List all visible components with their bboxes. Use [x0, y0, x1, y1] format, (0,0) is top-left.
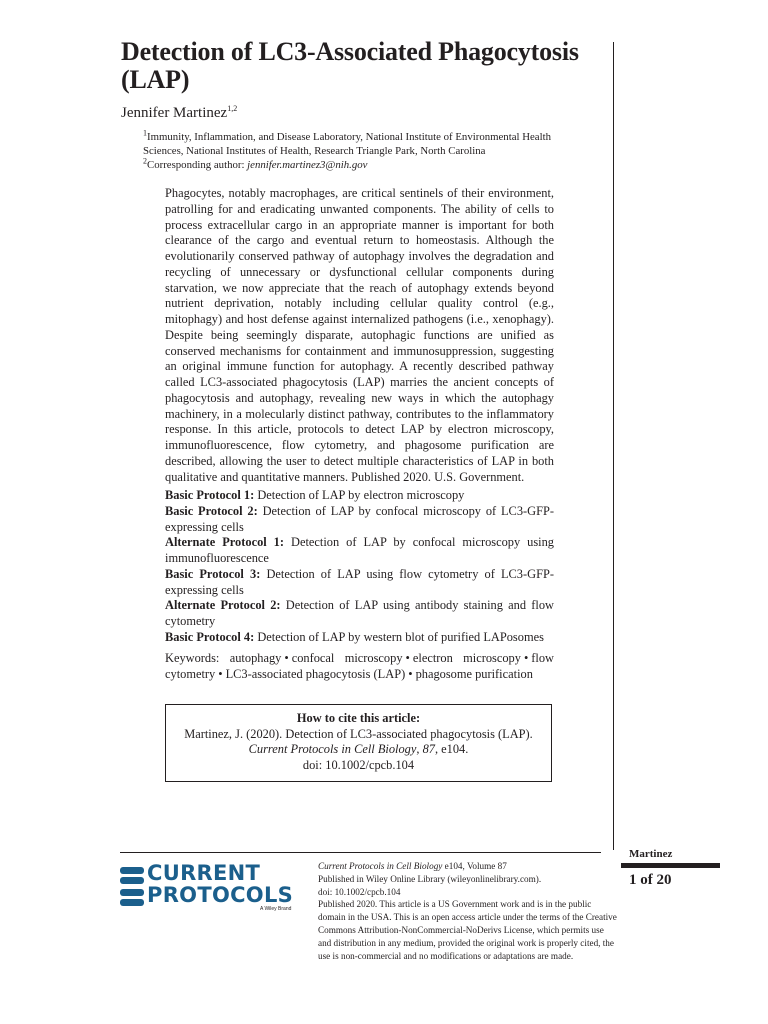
- protocol-label: Basic Protocol 1:: [165, 488, 255, 502]
- footer-published-in: Published in Wiley Online Library (wileyonlinelibrary.com).: [318, 873, 542, 884]
- citation-box: [165, 704, 552, 782]
- protocol-item: [165, 630, 554, 646]
- logo-line-1: CURRENT: [147, 861, 261, 885]
- keyword-separator: •: [523, 651, 529, 665]
- protocol-list: [165, 488, 554, 646]
- column-divider: [613, 42, 614, 850]
- affiliation-1-mark: 1: [143, 128, 147, 138]
- protocol-label: Basic Protocol 3:: [165, 566, 261, 581]
- protocol-text: Detection of LAP using antibody staining and flow cytometry: [165, 598, 554, 628]
- sidebar-rule: [621, 863, 720, 868]
- footer-journal: Current Protocols in Cell Biology: [318, 861, 443, 871]
- keyword: LC3-associated phagocytosis (LAP): [225, 666, 406, 681]
- publication-info: [318, 860, 618, 962]
- keyword: autophagy: [229, 651, 282, 665]
- citation-article-number: , e104.: [434, 742, 469, 756]
- affiliations: [143, 130, 563, 172]
- protocol-item: [165, 567, 554, 599]
- logo-subtitle: A Wiley Brand: [260, 906, 292, 912]
- keyword-separator: •: [218, 666, 223, 681]
- keywords-label: Keywords:: [165, 651, 230, 665]
- protocol-text: Detection of LAP using flow cytometry of LC3-GFP-expressing cells: [165, 566, 554, 597]
- author-affiliation-marks: 1,2: [227, 104, 238, 113]
- protocol-item: [165, 535, 554, 567]
- protocol-text: Detection of LAP by confocal microscopy using immunofluorescence: [165, 535, 554, 565]
- affiliation-1: [143, 130, 563, 158]
- citation-authors: Martinez, J. (2020). Detection of LC3-associated phagocytosis (LAP).: [184, 726, 533, 741]
- affiliation-2-mark: 2: [143, 156, 147, 166]
- corresponding-email-link[interactable]: jennifer.martinez3@nih.gov: [247, 159, 368, 171]
- current-protocols-logo[interactable]: [120, 862, 300, 914]
- protocol-label: Basic Protocol 2:: [165, 503, 258, 518]
- keyword: electron microscopy: [412, 651, 521, 665]
- footer-volume: e104, Volume 87: [442, 861, 507, 871]
- footer-license: Published 2020. This article is a US Government work and is in the public domain in the USA. This is an open access article under the terms of the Creative Commons Attribution-NonCommercial-NoDerivs License, which permits use and distribution in any medium, provided the original work is properly cited, the use is non-commercial and no modifications or adaptations are made.: [318, 899, 617, 961]
- logo-bar-icon: [120, 867, 144, 874]
- author-line: [121, 104, 237, 122]
- keyword: flow cytometry: [165, 651, 554, 681]
- corresponding-author: [143, 158, 563, 172]
- protocol-text: Detection of LAP by western blot of purified LAPosomes: [257, 629, 544, 644]
- footer-doi: doi: 10.1002/cpcb.104: [318, 886, 401, 897]
- citation-text: [166, 727, 551, 758]
- logo-line-2: PROTOCOLS: [147, 883, 294, 907]
- keyword: confocal microscopy: [291, 651, 403, 665]
- protocol-item: [165, 488, 554, 504]
- logo-bar-icon: [120, 889, 144, 896]
- keywords: [165, 651, 554, 683]
- author-name: Jennifer Martinez: [121, 105, 228, 121]
- abstract: Phagocytes, notably macrophages, are critical sentinels of their environment, patrolling for and eradicating unwanted components. The ability of cells to process extracellular cargo in an appropriate manner is important for both clearance of the cargo and eventual return to homeostasis. Although the evolutionarily conserved pathway of autophagy involves the degradation and recycling of unnecessary or dysfunctional cellular components during starvation, we now appreciate that the reach of autophagy extends beyond nutrient deprivation, notably including cellular quality control (e.g., mitophagy) and host defense against internalized pathogens (i.e., xenophagy). Despite being seemingly disparate, autophagic functions are unified as conserved mechanisms for containment and immunosuppression, suggesting an original immune function for autophagy. A recently described pathway called LC3-associated phagocytosis (LAP) marries the ancient concepts of phagocytosis and autophagy, revealing new ways in which the autophagy machinery, in a molecularly distinct pathway, contributes to the inflammatory response. In this article, protocols to detect LAP by electron microscopy, immunofluorescence, flow cytometry, and phagosome purification are described, allowing the user to detect multiple characteristics of LAP in both qualitative and quantitative manners. Published 2020. U.S. Government.: [165, 186, 554, 484]
- citation-sep: ,: [416, 742, 423, 756]
- keyword-separator: •: [408, 666, 413, 681]
- logo-bar-icon: [120, 877, 144, 884]
- protocol-item: [165, 598, 554, 630]
- protocol-item: [165, 504, 554, 536]
- keyword-separator: •: [405, 651, 410, 665]
- protocol-label: Alternate Protocol 2:: [165, 598, 281, 613]
- running-author: Martinez: [629, 848, 673, 860]
- keyword-separator: •: [284, 651, 289, 665]
- logo-bar-icon: [120, 899, 144, 906]
- protocol-text: Detection of LAP by electron microscopy: [257, 488, 465, 502]
- footer-journal-line: [318, 860, 618, 873]
- footer-rule: [120, 852, 601, 853]
- corresponding-label: Corresponding author:: [147, 159, 248, 171]
- citation-journal: Current Protocols in Cell Biology: [248, 742, 417, 756]
- article-title: Detection of LC3-Associated Phagocytosis (LAP): [121, 37, 579, 94]
- citation-volume: 87: [422, 742, 435, 756]
- protocol-label: Alternate Protocol 1:: [165, 535, 285, 550]
- protocol-label: Basic Protocol 4:: [165, 629, 255, 644]
- affiliation-1-text: Immunity, Inflammation, and Disease Laboratory, National Institute of Environmental Health Sciences, National Institutes of Health, Research Triangle Park, North Carolina: [143, 131, 551, 157]
- citation-doi: doi: 10.1002/cpcb.104: [302, 757, 415, 772]
- citation-heading: How to cite this article:: [296, 711, 421, 725]
- keyword: phagosome purification: [415, 666, 533, 681]
- protocol-text: Detection of LAP by confocal microscopy of LC3-GFP-expressing cells: [165, 503, 554, 534]
- page-number: 1 of 20: [629, 872, 672, 888]
